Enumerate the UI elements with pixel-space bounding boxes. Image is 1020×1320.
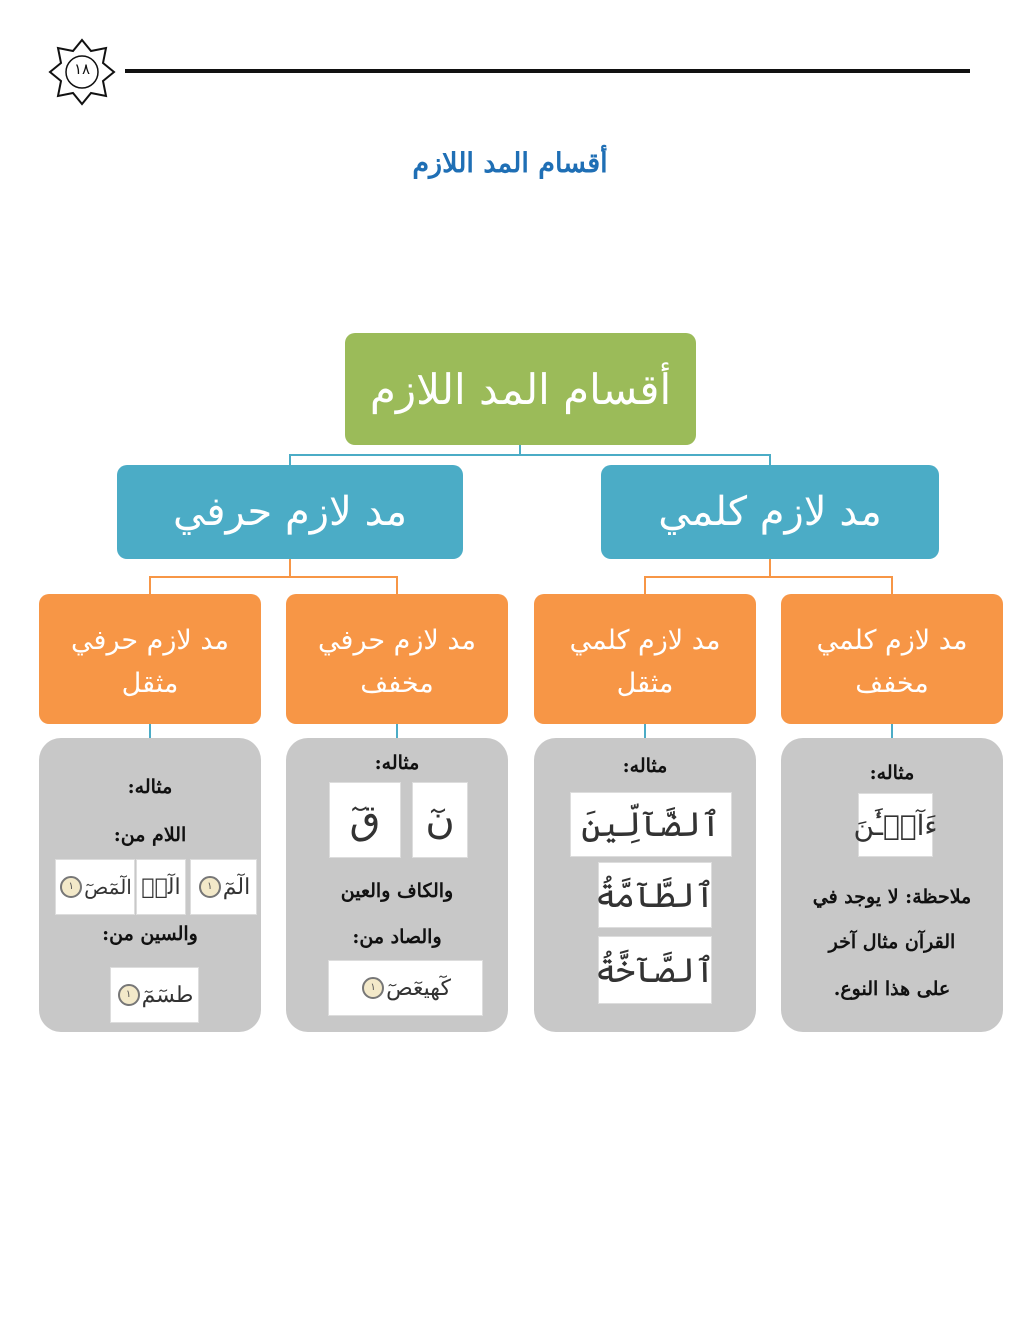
dallin-example bbox=[570, 792, 732, 857]
harfi-muthaqqal-example-label: مثاله: bbox=[127, 776, 173, 798]
lam-example-2 bbox=[136, 859, 186, 915]
harfi-muthaqqal-node bbox=[39, 594, 261, 724]
nun-example-text: نٓ bbox=[425, 797, 455, 843]
lam-example-1 bbox=[190, 859, 257, 915]
kalimi-muthaqqal-example-label: مثاله: bbox=[622, 755, 668, 777]
sin-example bbox=[110, 967, 199, 1023]
kalimi-muthaqqal-line2: مثقل bbox=[616, 668, 674, 699]
kalimi-node bbox=[601, 465, 939, 559]
dallin-example-text: ٱلضَّآلِّينَ bbox=[581, 805, 721, 845]
harfi-muthaqqal-line1: مد لازم حرفي bbox=[71, 624, 229, 656]
sin-label: والسين من: bbox=[102, 923, 198, 945]
root-node bbox=[345, 333, 696, 445]
tammah-example bbox=[595, 862, 715, 928]
page-title: أقسام المد اللازم bbox=[412, 148, 608, 179]
ayah-marker-icon: ١ bbox=[118, 984, 140, 1006]
kaf-ayn-label: والكاف والعين bbox=[340, 880, 454, 902]
kalimi-muthaqqal-node bbox=[534, 594, 756, 724]
page-number: ١٨ bbox=[73, 60, 91, 78]
harfi-mukhaffaf-line2: مخفف bbox=[360, 668, 434, 699]
kalimi-label: مد لازم كلمي bbox=[658, 489, 882, 535]
root-label: أقسام المد اللازم bbox=[369, 364, 672, 414]
qaf-example bbox=[329, 782, 401, 858]
sakhkhah-example bbox=[595, 936, 715, 1004]
aalana-example-text: ءَآلۡـَٰٔنَ bbox=[853, 808, 938, 842]
lam-example-1-text: الٓمٓ bbox=[222, 874, 251, 900]
kalimi-mukhaffaf-node bbox=[781, 594, 1003, 724]
kaf-ha-ya-ayn-sad-text: كٓهيعٓصٓ bbox=[386, 975, 451, 1001]
lam-example-3 bbox=[55, 859, 135, 915]
ayah-marker-icon: ١ bbox=[60, 876, 82, 898]
harfi-node bbox=[117, 465, 463, 559]
ayah-marker-icon: ١ bbox=[199, 876, 221, 898]
kaf-ha-ya-ayn-sad-example bbox=[328, 960, 483, 1016]
harfi-mukhaffaf-node bbox=[286, 594, 508, 724]
kalimi-mukhaffaf-line2: مخفف bbox=[855, 668, 929, 699]
kalimi-mukhaffaf-line1: مد لازم كلمي bbox=[816, 624, 968, 656]
note-line-2: القرآن مثال آخر bbox=[828, 931, 956, 953]
sakhkhah-example-text: ٱلصَّآخَّةُ bbox=[595, 950, 715, 991]
harfi-muthaqqal-line2: مثقل bbox=[121, 668, 179, 699]
qaf-example-text: قٓ bbox=[349, 797, 381, 843]
harfi-mukhaffaf-example-label: مثاله: bbox=[374, 752, 420, 774]
ayah-marker-icon: ١ bbox=[362, 977, 384, 999]
header-rule bbox=[125, 69, 970, 73]
lam-example-2-text: الٓرۚ bbox=[141, 874, 181, 900]
nun-example bbox=[412, 782, 468, 858]
note-line-1: ملاحظة: لا يوجد في bbox=[812, 886, 972, 908]
harfi-mukhaffaf-line1: مد لازم حرفي bbox=[318, 624, 476, 656]
aalana-example bbox=[853, 793, 938, 857]
kalimi-mukhaffaf-example-label: مثاله: bbox=[869, 762, 915, 784]
harfi-label: مد لازم حرفي bbox=[173, 489, 408, 535]
note-line-3: على هذا النوع. bbox=[833, 978, 951, 1000]
tammah-example-text: ٱلطَّآمَّةُ bbox=[595, 875, 715, 916]
kalimi-muthaqqal-line1: مد لازم كلمي bbox=[569, 624, 721, 656]
lam-label: اللام من: bbox=[113, 824, 187, 846]
sad-label: والصاد من: bbox=[352, 926, 442, 948]
sin-example-text: طسٓمٓ bbox=[141, 982, 194, 1008]
lam-example-3-text: الٓمٓصٓ bbox=[84, 875, 132, 899]
